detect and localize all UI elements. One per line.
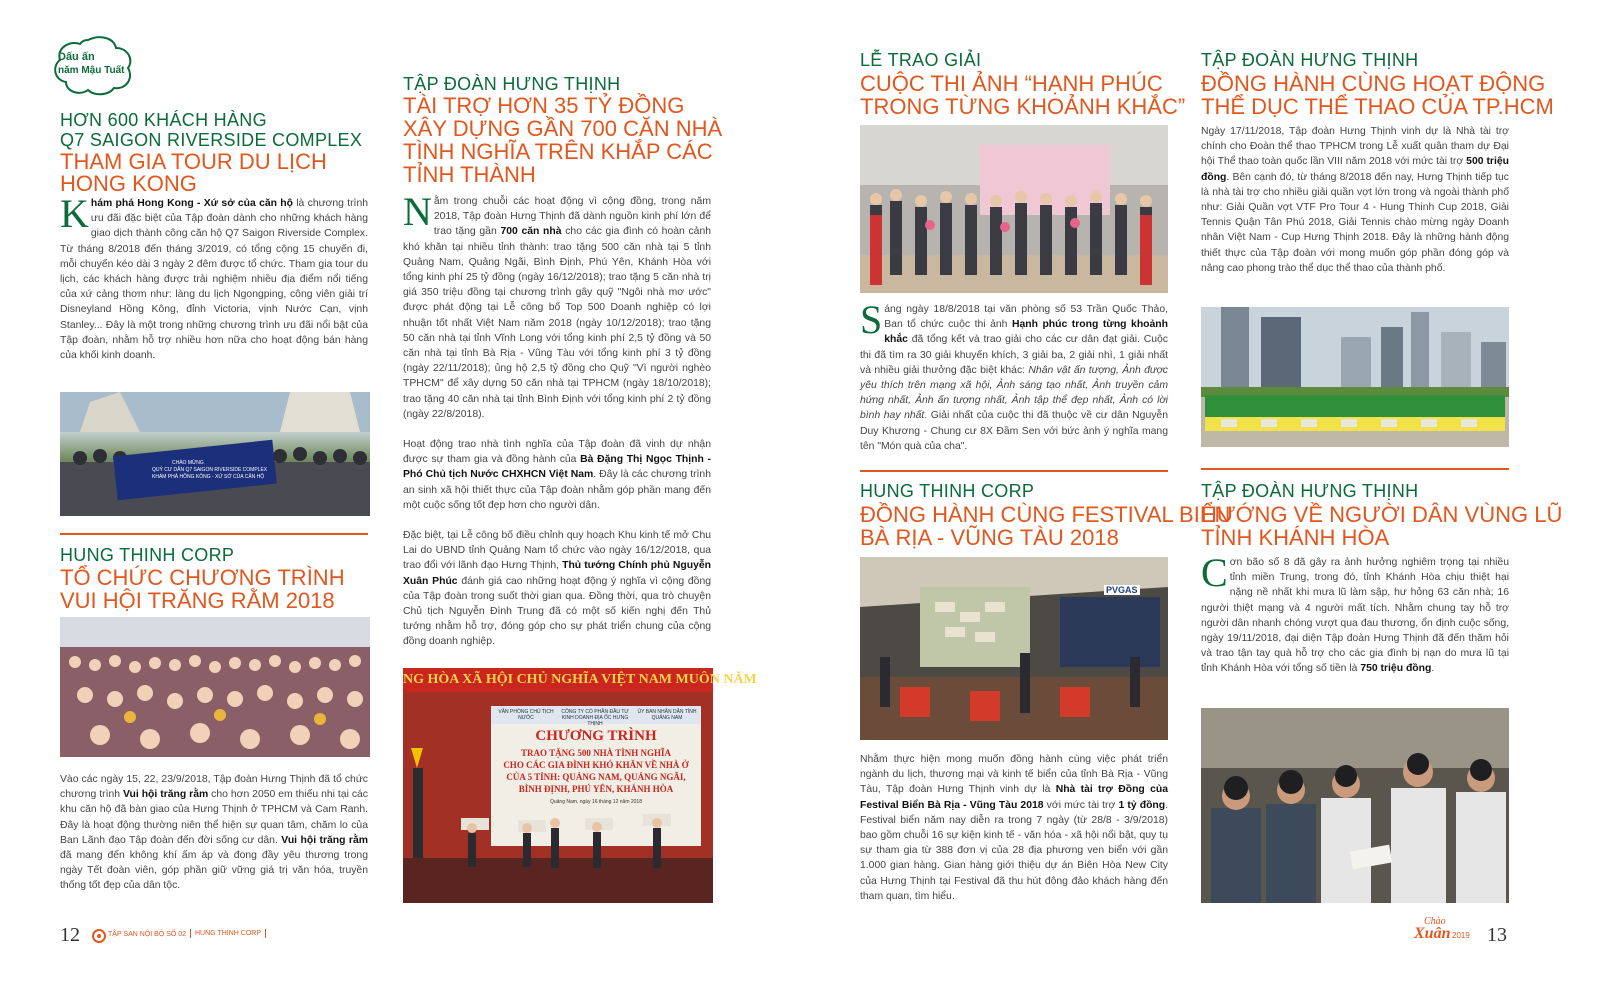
charity-p3a: Đặc biệt, tại Lễ công bố điều chỉnh quy hoạch Khu kinh tế mở Chu Lai do UBND tỉnh Quảng Nam tổ chức vào ngày 16/12/2018, qua trao đổi với lãnh đạo Hưng Thịnh, (403, 530, 711, 572)
charity-banner-top: NG HÒA XÃ HỘI CHỦ NGHĨA VIỆT NAM MUÔN NĂM (403, 672, 757, 687)
hk-headline-2: HONG KONG (60, 171, 197, 196)
charity-body (403, 189, 712, 650)
hk-body (60, 191, 369, 363)
hk-banner-3: KHÁM PHÁ HỒNG KÔNG - XỨ SỞ CỦA CĂN HỘ (152, 474, 265, 480)
charity-org-2: CÔNG TY CỔ PHẦN ĐẦU TƯ KINH DOANH ĐỊA ỐC HƯNG THỊNH (561, 709, 629, 727)
hk-group-photo (60, 392, 370, 516)
sport-text-c: . Bên cạnh đó, từ tháng 8/2018 đến nay, Hưng Thịnh tiếp tục là nhà tài trợ cho nhiều giải quần vợt lớn trong và ngoài thành phố như: Giải Quần vợt VTF Pro Tour 4 - Hung Thinh Cup 2018, Giải Tennis Quận Tân Phú 2018, Giải Tennis chào mừng ngày Doanh nhân Việt Nam - Cup Hưng Thịnh 2018. Đây là những hành động thiết thực của Tập đoàn với mong muốn góp phần đóng góp và nâng cao phong trào thể dục thể thao của thành phố. (1201, 171, 1509, 274)
hk-banner-2: QUÝ CƯ DÂN Q7 SAIGON RIVERSIDE COMPLEX (152, 467, 268, 473)
charity-para-3 (403, 528, 711, 650)
hk-kicker-1: HƠN 600 KHÁCH HÀNG (60, 110, 267, 130)
flood-photo-scene (1201, 708, 1509, 903)
hk-headline-1: THAM GIA TOUR DU LỊCH (60, 149, 327, 174)
charity-dropcap: N (403, 189, 432, 234)
photo-kicker: LỄ TRAO GIẢI (860, 50, 982, 70)
festival-headline-1: ĐỒNG HÀNH CÙNG FESTIVAL BIỂN (860, 502, 1231, 527)
festival-booth-sign: PVGAS (1106, 585, 1138, 595)
flood-dropcap: C (1201, 550, 1228, 595)
hk-banner-1: CHÀO MỪNG (172, 460, 204, 466)
flood-headline-2: TỈNH KHÁNH HÒA (1201, 525, 1390, 550)
flood-relief-photo (1201, 708, 1509, 903)
sport-bold-b: 500 triệu đồng (1201, 156, 1509, 183)
hk-text: là chương trình ưu đãi đặc biệt của Tập đoàn dành cho những khách hàng giao dịch thành công căn hộ Q7 Saigon Riverside Complex. Từ tháng 8/2018 đến tháng 3/2019, có tổng cộng 15 chuyến đi, mỗi chuyến kéo dài 3 ngày 2 đêm được tổ chức. Tham gia tour du lịch, các khách hàng được trải nghiệm nhiều địa điểm nổi tiếng của xứ cảng thơm như: làng du lịch Ngongping, công viên giải trí Disneyland Hồng Kông, đỉnh Victoria, vịnh Nước Cạn, vịnh Stanley... Đây là một trong những chương trình ưu đãi nổi bật của Tập đoàn, nhằm hỗ trợ nhiều hơn nữa cho hoạt động bán hàng của khối kinh doanh. (60, 198, 369, 362)
moon-text-3: đã mang đến không khí ấm áp và đong đầy yêu thương trong ngày Tết đoàn viên, góp phần giữ vững giá trị văn hóa, truyền thống tốt đẹp của dân tộc. (60, 850, 368, 892)
moon-headline-2: VUI HỘI TRĂNG RẰM 2018 (60, 588, 335, 613)
moon-children-photo (60, 617, 370, 757)
sport-headline-1: ĐỒNG HÀNH CÙNG HOẠT ĐỘNG (1201, 71, 1546, 96)
logo-badge (48, 34, 134, 96)
moon-body (60, 772, 368, 894)
charity-p3c: đánh giá cao những hoạt động ý nghĩa vì cộng đồng của Tập đoàn trong suốt thời gian qua. Đồng thời, qua trò chuyện Chủ tịch Nguyễn Đình Trung đã có một số kiến nghị đến Thủ tướng nhằm hỗ trợ, đóng góp cho sự phát triển chung của cộng đồng doanh nghiệp. (403, 575, 711, 648)
charity-p1a: ằm trong chuỗi các hoạt động vì cộng đồng, trong năm 2018, Tập đoàn Hưng Thịnh đã dành nguồn kinh phí lớn để trao tặng gần (433, 196, 711, 238)
footer-corp: HUNG THINH CORP (190, 929, 266, 938)
photo-text-a: áng ngày 18/8/2018 tại văn phòng số 53 Trần Quốc Thảo, Ban tổ chức cuộc thi ảnh (884, 304, 1168, 331)
flood-text-a: ơn bão số 8 đã gây ra ảnh hưởng nghiêm trọng tại nhiều tỉnh miền Trung, trong đó, tỉnh Khánh Hòa chịu thiệt hại nặng nề nhất khi mưa lũ làm sập, hư hỏng 63 căn nhà; 16 người thiệt mạng và 4 người mất tích. Nhằm chung tay hỗ trợ người dân nhanh chóng vượt qua đau thương, ổn định cuộc sống, ngày 19/11/2018, đại diện Tập đoàn Hưng Thịnh đã đến thăm hỏi và trao tận tay quà hỗ trợ cho các gia đình bị nạn do mưa lũ tại tỉnh Khánh Hòa với tổng số tiền là (1201, 557, 1509, 675)
charity-kicker: TẬP ĐOÀN HƯNG THỊNH (403, 74, 621, 94)
sport-text-a: Ngày 17/11/2018, Tập đoàn Hưng Thịnh vinh dự là Nhà tài trợ chính cho Đoàn thể thao TPHCM trong Lễ xuất quân tham dự Đại hội Thể thao toàn quốc lần VIII năm 2018 với mức tài trợ (1201, 126, 1509, 168)
festival-headline-2: BÀ RỊA - VŨNG TÀU 2018 (860, 525, 1119, 550)
charity-p3b: Thủ tướng Chính phủ Nguyễn Xuân Phúc (403, 560, 711, 587)
divider-left-1 (60, 533, 368, 535)
flood-headline-1: HƯỚNG VỀ NGƯỜI DÂN VÙNG LŨ (1201, 502, 1563, 527)
charity-para-2 (403, 437, 711, 513)
divider-right-1 (860, 470, 1168, 472)
logo-line-1: Dấu ấn (58, 51, 95, 63)
photo-text-c: đã tổng kết và trao giải cho các cư dân đạt giải. Cuộc thi đã tìm ra 30 giải khuyến khích, 3 giải ba, 2 giải nhì, 1 giải nhất và nhiều giải thưởng đặc biệt khác: (860, 334, 1168, 376)
charity-para-1 (403, 189, 712, 422)
charity-program-date: Quảng Nam, ngày 16 tháng 12 năm 2018 (549, 799, 642, 805)
photo-contest-photo (860, 125, 1168, 293)
moon-bold-1: Vui hội trăng rằm (122, 789, 209, 801)
flood-kicker: TẬP ĐOÀN HƯNG THỊNH (1201, 481, 1419, 501)
charity-program-line-1: TRAO TẶNG 500 NHÀ TÌNH NGHĨA (521, 748, 671, 758)
festival-bold-b: Nhà tài trợ Đồng của Festival Biển Bà Rịa - Vũng Tàu 2018 (860, 784, 1168, 811)
photo-italic-d: Nhân vật ấn tượng, Ảnh được yêu thích trên mạng xã hội, Ảnh sáng tạo nhất, Ảnh truyền cảm hứng nhất, Ảnh ấn tượng nhất, Ảnh tập thể đẹp nhất, Ảnh có lời bình hay nhất (860, 364, 1168, 422)
photo-headline-2: TRONG TỪNG KHOẢNH KHẮC” (860, 94, 1186, 119)
photo-contest-scene (860, 125, 1168, 293)
sport-headline-2: THỂ DỤC THỂ THAO CỦA TP.HCM (1201, 94, 1554, 119)
flood-bold-b: 750 triệu đồng (1360, 663, 1432, 675)
chao-text: Chào (1424, 916, 1446, 927)
photo-dropcap: S (860, 297, 883, 342)
chao-xuan-logo (1412, 916, 1476, 946)
footer-flower-icon (92, 929, 106, 943)
flood-text-c: . (1431, 663, 1435, 675)
charity-p2a: Hoạt động trao nhà tình nghĩa của Tập đoàn đã vinh dự nhận được sự tham gia và đồng hành của (403, 439, 711, 466)
charity-headline-1: TÀI TRỢ HƠN 35 TỶ ĐỒNG (403, 93, 685, 118)
footer-publication: TẬP SAN NỘI BỘ SỐ 02 (108, 931, 187, 938)
charity-p1c: cho các gia đình có hoàn cảnh khó khăn tại nhiều tỉnh thành: trao tặng 500 căn nhà tại 5 tỉnh Quảng Nam, Quảng Ngãi, Bình Định, Phú Yên, Khánh Hòa với tổng kinh phí 25 tỷ đồng (ngày 16/12/2018); trao tặng 5 căn nhà trị giá 350 triệu đồng tại chương trình gây quỹ "Ngôi nhà mơ ước" được phát động tại Lễ công bố Top 500 Doanh nghiệp có lợi nhuận tốt nhất Việt Nam năm 2018 (ngày 10/12/2018); trao tặng 50 căn nhà tại tỉnh Vĩnh Long với tổng kinh phí 2,5 tỷ đồng và 50 căn nhà tại tỉnh Bà Rịa - Vũng Tàu với tổng kinh phí 3 tỷ đồng (ngày 22/11/2018); ủng hộ 2,5 tỷ đồng cho Quỹ "Vì người nghèo TPHCM" để xây dựng 50 căn nhà tại TPHCM (ngày 18/10/2018); trao tặng 40 căn nhà tại tỉnh Bình Định với tổng kinh phí 2 tỷ đồng (ngày 22/8/2018). (403, 226, 712, 420)
charity-headline-2: XÂY DỰNG GẦN 700 CĂN NHÀ (403, 116, 723, 141)
festival-booth-photo (860, 557, 1168, 740)
festival-text-c: với mức tài trợ (1043, 799, 1119, 811)
charity-p2b: Bà Đặng Thị Ngọc Thịnh - Phó Chủ tịch Nước CHXHCN Việt Nam (403, 454, 711, 481)
hk-photo-scene (60, 392, 370, 516)
logo-line-2: năm Mậu Tuất (58, 65, 125, 76)
moon-bold-2: Vui hội trăng rằm (281, 834, 368, 846)
charity-program-line-3: CỦA 5 TỈNH: QUẢNG NAM, QUẢNG NGÃI, (506, 772, 686, 782)
flood-body (1201, 550, 1509, 677)
sport-kicker: TẬP ĐOÀN HƯNG THỊNH (1201, 50, 1419, 70)
page-number-left: 12 (60, 924, 80, 946)
festival-kicker: HUNG THINH CORP (860, 481, 1035, 501)
photo-headline-1: CUỘC THI ẢNH “HẠNH PHÚC (860, 71, 1163, 96)
year-text: 2019 (1452, 931, 1470, 940)
charity-p2c: . Đây là các chương trình an sinh xã hội thiết thực của Tập đoàn nhằm góp phần mang đến một cuộc sống tốt đẹp hơn cho người dân. (403, 469, 711, 511)
charity-headline-4: TỈNH THÀNH (403, 162, 536, 187)
charity-org-1: VĂN PHÒNG CHỦ TỊCH NƯỚC (498, 709, 554, 721)
charity-org-3: ỦY BAN NHÂN DÂN TỈNH QUẢNG NAM (637, 709, 697, 721)
divider-right-2 (1201, 468, 1509, 470)
hk-dropcap: K (60, 191, 89, 236)
festival-text-e: . Festival biển năm nay diễn ra trong 7 ngày (từ 28/8 - 3/9/2018) bao gồm chuỗi 16 sự kiện kinh tế - văn hóa - xã hội nổi bật, quy tụ sự tham gia từ 388 đơn vị của 28 địa phương ven biển với gần 1.000 gian hàng. Gian hàng giới thiệu dự án Biên Hòa New City của Hưng Thịnh tại Festival đã thu hút đông đảo khách hàng đến tham quan, tìm hiểu. (860, 799, 1168, 902)
charity-program-line-4: BÌNH ĐỊNH, PHÚ YÊN, KHÁNH HÒA (518, 784, 674, 794)
sport-photo-scene (1201, 307, 1509, 447)
hk-kicker-2: Q7 SAIGON RIVERSIDE COMPLEX (60, 130, 363, 150)
moon-kicker: HUNG THINH CORP (60, 545, 235, 565)
hk-bold: hám phá Hong Kong - Xứ sở của căn hộ (90, 198, 293, 209)
moon-photo-scene (60, 617, 370, 757)
charity-program-line-2: CHO CÁC GIA ĐÌNH KHÓ KHĂN VỀ NHÀ Ở (503, 760, 689, 770)
charity-ceremony-photo (403, 668, 757, 903)
charity-p1b: 700 căn nhà (500, 226, 562, 238)
sport-team-photo (1201, 307, 1509, 447)
charity-headline-3: TÌNH NGHĨA TRÊN KHẮP CÁC (403, 139, 713, 164)
festival-bold-d: 1 tỷ đồng (1118, 799, 1166, 811)
photo-bold-b: Hạnh phúc trong từng khoảnh khắc (884, 319, 1169, 346)
photo-body (860, 297, 1169, 454)
moon-text-2: cho hơn 2050 em thiếu nhi tại các khu căn hộ đã bàn giao của Hưng Thịnh ở TPHCM và Cam Ranh. Đây là hoạt động thường niên thể hiện sự quan tâm, chăm lo của Ban Lãnh đạo Tập đoàn đến đời sống cư dân. (60, 789, 368, 846)
charity-program-title: CHƯƠNG TRÌNH (535, 728, 657, 744)
festival-body (860, 752, 1168, 904)
xuan-text: Xuân (1414, 925, 1451, 942)
moon-headline-1: TỔ CHỨC CHƯƠNG TRÌNH (60, 565, 345, 590)
sport-body (1201, 124, 1509, 276)
festival-text-a: Nhằm thực hiện mong muốn đồng hành cùng việc phát triển ngành du lịch, thương mại và kinh tế biển của tỉnh Bà Rịa - Vũng Tàu, Tập đoàn Hưng Thịnh vinh dự là (860, 754, 1168, 796)
moon-text-1: Vào các ngày 15, 22, 23/9/2018, Tập đoàn Hưng Thịnh đã tổ chức chương trình (60, 774, 368, 801)
photo-text-e: . Giải nhất của cuộc thi đã thuộc về cư dân Nguyễn Duy Khương - Chung cư 8X Đầm Sen với bức ảnh ý nghĩa mang tên "Món quà của cha". (860, 410, 1168, 452)
page-number-right: 13 (1487, 924, 1507, 946)
